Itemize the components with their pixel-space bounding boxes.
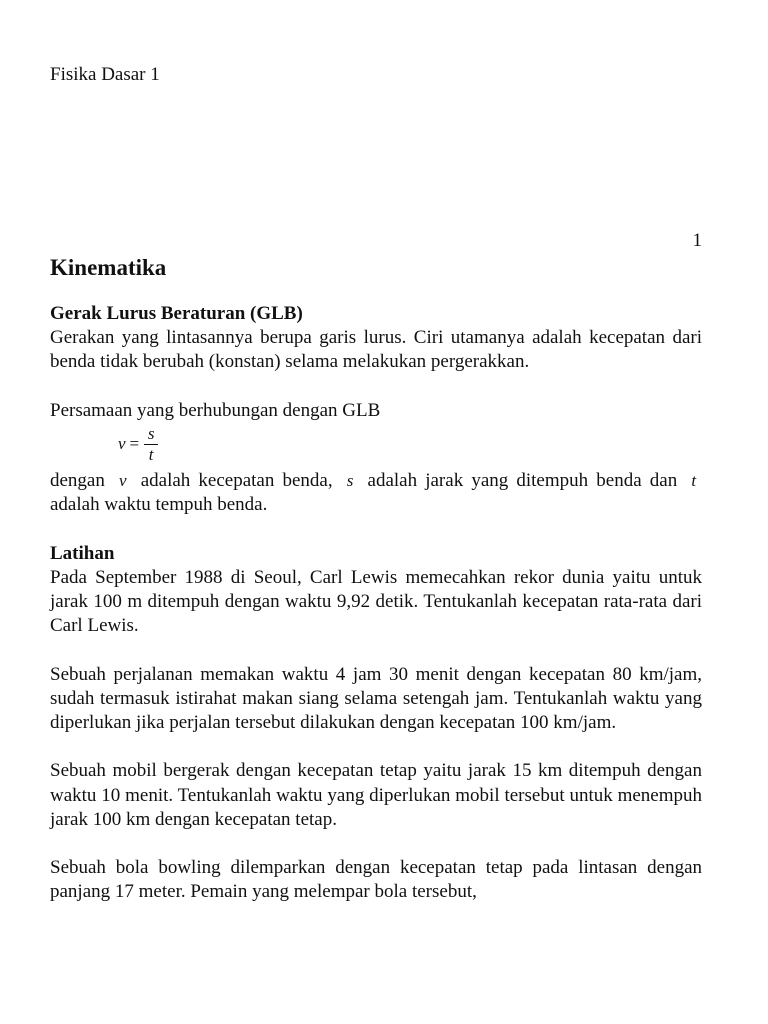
symbol-s: s (346, 471, 354, 490)
document-body (50, 302, 702, 905)
formula-expression (118, 425, 158, 464)
formula-denominator: t (148, 445, 154, 464)
exercise-1: Pada September 1988 di Seoul, Carl Lewis memecahkan rekor dunia yaitu untuk jarak 100 m ditempuh dengan waktu 9,92 detik. Tentukanlah kecepatan rata-rata dari Carl Lewis. (50, 566, 702, 637)
equation-intro: Persamaan yang berhubungan dengan GLB (50, 399, 381, 421)
definition-part-3: adalah jarak yang ditempuh benda dan (367, 470, 678, 491)
formula-fraction (144, 425, 158, 464)
variable-definitions (50, 469, 702, 517)
exercise-4: Sebuah bola bowling dilemparkan dengan kecepatan tetap pada lintasan dengan panjang 17 meter. Pemain yang melempar bola tersebut, (50, 857, 702, 903)
paragraph-spacer (50, 832, 702, 856)
definition-part-2: adalah kecepatan benda, (140, 470, 333, 491)
paragraph-spacer (50, 638, 702, 662)
formula-lhs: v (118, 434, 126, 454)
page-number: 1 (692, 230, 702, 251)
paragraph-spacer (50, 517, 702, 541)
exercise-2: Sebuah perjalanan memakan waktu 4 jam 30 menit dengan kecepatan 80 km/jam, sudah termasuk istirahat makan siang selama setengah jam. Tentukanlah waktu yang diperlukan jika perjalan tersebut dilakukan dengan kecepatan 100 km/jam. (50, 663, 702, 733)
chapter-title: Kinematika (50, 255, 167, 280)
definition-part-1: dengan (50, 470, 105, 491)
exercise-3: Sebuah mobil bergerak dengan kecepatan tetap yaitu jarak 15 km ditempuh dengan waktu 10 menit. Tentukanlah waktu yang diperlukan mobil tersebut untuk menempuh jarak 100 km dengan kecepatan tetap. (50, 760, 702, 830)
paragraph-spacer (50, 375, 702, 399)
running-header: Fisika Dasar 1 (50, 64, 160, 85)
paragraph-spacer (50, 735, 702, 759)
glb-formula (50, 423, 702, 469)
definition-part-4: adalah waktu tempuh benda. (50, 494, 268, 516)
symbol-t: t (691, 471, 697, 490)
formula-numerator: s (147, 424, 155, 443)
section-heading-latihan: Latihan (50, 542, 115, 564)
formula-equals: = (129, 434, 140, 454)
symbol-v: v (119, 471, 127, 490)
section-heading-glb: Gerak Lurus Beraturan (GLB) (50, 303, 303, 324)
document-page (50, 0, 702, 1024)
glb-paragraph: Gerakan yang lintasannya berupa garis lurus. Ciri utamanya adalah kecepatan dari benda tidak berubah (konstan) selama melakukan pergerakkan. (50, 327, 702, 373)
